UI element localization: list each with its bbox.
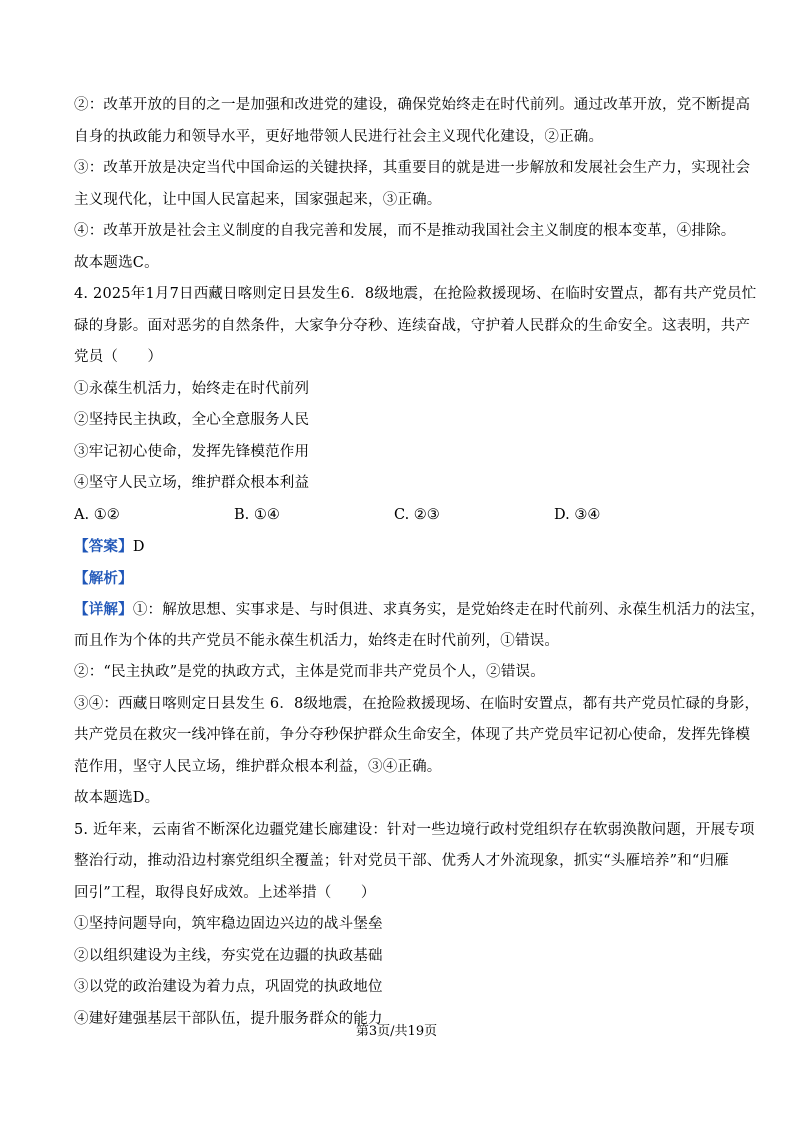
- detail-tag: 【详解】: [74, 601, 133, 618]
- detail-text: ①：解放思想、实事求是、与时俱进、求真务实，是党始终走在时代前列、永葆生机活力的法宝，: [132, 602, 765, 618]
- option-a: A. ①②: [74, 506, 120, 523]
- q4-stem: [74, 279, 757, 374]
- q4-detail-1: [74, 594, 765, 657]
- text-line: 共产党员在救灾一线冲锋在前，争分夺秒保护群众生命安全，体现了共产党员牢记初心使命，发挥先锋模: [74, 727, 751, 743]
- list-item: ②坚持民主执政，全心全意服务人民: [74, 412, 310, 428]
- text-line: 4. 2025年1月7日西藏日喀则定日县发生6．8级地震，在抢险救援现场、在临时安置点，都有共产党员忙: [74, 286, 757, 302]
- q5-items: [74, 909, 734, 1035]
- text-line: 范作用，坚守人民立场，维护群众根本利益，③④正确。: [74, 758, 442, 775]
- q3-analysis-point-2: [74, 90, 751, 153]
- q3-analysis-point-3: [74, 153, 751, 216]
- list-item: ③以党的政治建设为着力点，巩固党的执政地位: [74, 979, 383, 995]
- text-line: 而且作为个体的共产党员不能永葆生机活力，始终走在时代前列，①错误。: [74, 632, 560, 649]
- list-item: ①坚持问题导向，筑牢稳边固边兴边的战斗堡垒: [74, 916, 383, 932]
- text-line: ②：改革开放的目的之一是加强和改进党的建设，确保党始终走在时代前列。通过改革开放，党不断提高: [74, 97, 751, 113]
- list-item: ③牢记初心使命，发挥先锋模范作用: [74, 443, 310, 460]
- text-line: 回引”工程，取得良好成效。上述举措（ ）: [74, 884, 376, 901]
- q4-conclusion: 故本题选D。: [74, 790, 160, 806]
- text-line: ③：改革开放是决定当代中国命运的关键抉择，其重要目的就是进一步解放和发展社会生产力，实现社会: [74, 160, 751, 176]
- list-item: ④建好建强基层干部队伍，提升服务群众的能力: [74, 1010, 383, 1027]
- option-c: C. ②③: [394, 506, 440, 523]
- text-line: 主义现代化，让中国人民富起来，国家强起来，③正确。: [74, 191, 442, 208]
- list-item: ①永葆生机活力，始终走在时代前列: [74, 380, 310, 397]
- text-line: 自身的执政能力和领导水平，更好地带领人民进行社会主义现代化建设，②正确。: [74, 128, 604, 145]
- text-line: [74, 594, 765, 626]
- text-line: 碌的身影。面对恶劣的自然条件，大家争分夺秒、连续奋战，守护着人民群众的生命安全。这表明，共产: [74, 317, 751, 334]
- q4-answer: [74, 531, 734, 563]
- text-line: 整治行动，推动沿边村寨党组织全覆盖；针对党员干部、优秀人才外流现象，抓实“头雁培养”和“归雁: [74, 853, 729, 869]
- q4-detail-3: [74, 689, 760, 784]
- text-line: ③④：西藏日喀则定日县发生 6．8级地震，在抢险救援现场、在临时安置点，都有共产党员忙碌的身影，: [74, 695, 760, 712]
- list-item: ④坚守人民立场，维护群众根本利益: [74, 475, 310, 491]
- text-line: 党员（ ）: [74, 349, 163, 365]
- text-line: 5. 近年来，云南省不断深化边疆党建长廊建设：针对一些边境行政村党组织存在软弱涣散问题，开展专项: [74, 821, 755, 838]
- q3-conclusion: 故本题选C。: [74, 254, 159, 271]
- page-footer: 第3页/共19页: [355, 1024, 438, 1039]
- option-b: B. ①④: [234, 506, 280, 523]
- q4-detail-2: ②：“民主执政”是党的执政方式，主体是党而非共产党员个人，②错误。: [74, 664, 545, 680]
- q3-analysis-point-4: ④：改革开放是社会主义制度的自我完善和发展，而不是推动我国社会主义制度的根本变革，④排除。: [74, 223, 736, 239]
- q4-analysis-heading: [74, 563, 734, 595]
- q4-options: [74, 500, 734, 532]
- document-page: [74, 90, 765, 1035]
- option-d: D. ③④: [554, 506, 601, 523]
- q5-stem: [74, 815, 755, 910]
- q4-items: [74, 374, 734, 500]
- answer-tag: 【答案】: [74, 538, 133, 555]
- list-item: ②以组织建设为主线，夯实党在边疆的执政基础: [74, 947, 383, 964]
- analysis-tag: 【解析】: [74, 569, 133, 587]
- answer-value: D: [132, 539, 145, 555]
